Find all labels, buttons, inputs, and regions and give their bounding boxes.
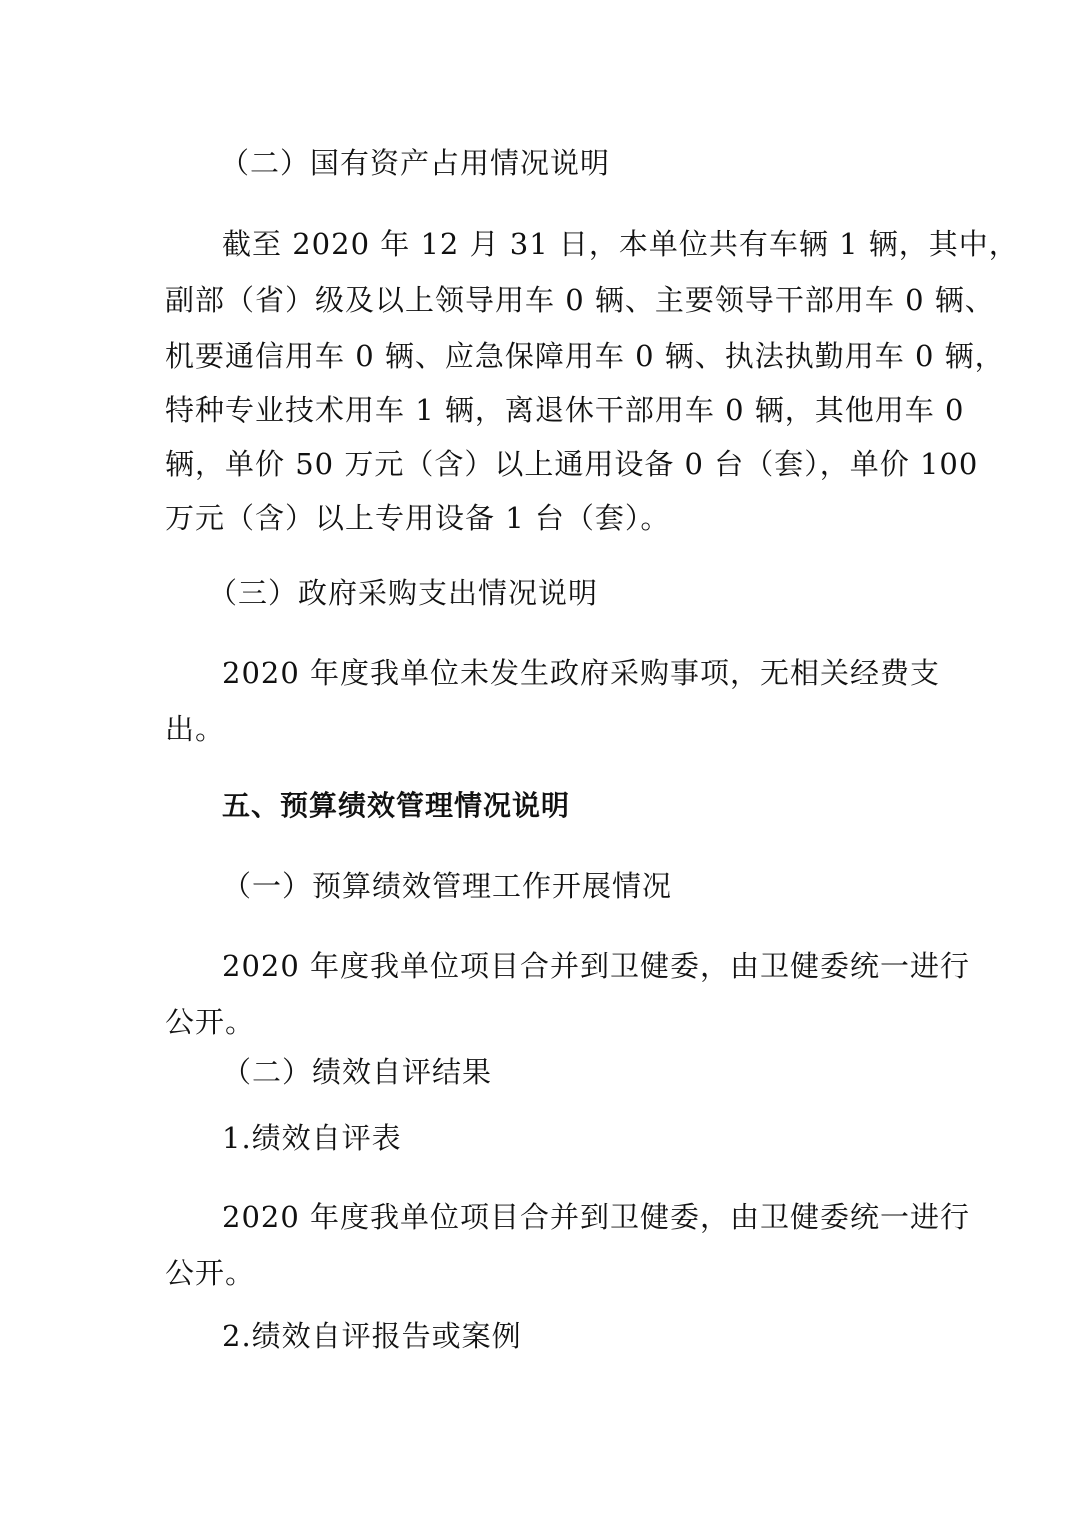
subsection-heading: （二）绩效自评结果: [222, 1055, 493, 1089]
section-heading-performance: 五、预算绩效管理情况说明: [222, 789, 571, 822]
paragraph-line: 公开。: [165, 1005, 256, 1039]
item-heading: 1.绩效自评表: [222, 1121, 402, 1155]
subsection-heading: （一）预算绩效管理工作开展情况: [222, 869, 673, 903]
paragraph-line: 截至 2020 年 12 月 31 日，本单位共有车辆 1 辆，其中，: [222, 227, 1019, 261]
item-heading: 2.绩效自评报告或案例: [222, 1319, 522, 1353]
paragraph-line: 公开。: [165, 1256, 256, 1290]
paragraph-line: 2020 年度我单位未发生政府采购事项，无相关经费支: [222, 656, 941, 690]
paragraph-line: 2020 年度我单位项目合并到卫健委，由卫健委统一进行: [222, 949, 971, 983]
paragraph-line: 万元（含）以上专用设备 1 台（套）。: [165, 501, 671, 535]
paragraph-line: 副部（省）级及以上领导用车 0 辆、主要领导干部用车 0 辆、: [165, 283, 995, 317]
paragraph-line: 特种专业技术用车 1 辆，离退休干部用车 0 辆，其他用车 0: [165, 393, 965, 427]
paragraph-line: 辆，单价 50 万元（含）以上通用设备 0 台（套），单价 100: [165, 447, 979, 481]
section-heading-assets: （二）国有资产占用情况说明: [220, 146, 611, 180]
paragraph-line: 2020 年度我单位项目合并到卫健委，由卫健委统一进行: [222, 1200, 971, 1234]
paragraph-line: 出。: [165, 712, 226, 746]
section-heading-procurement: （三）政府采购支出情况说明: [208, 576, 599, 610]
paragraph-line: 机要通信用车 0 辆、应急保障用车 0 辆、执法执勤用车 0 辆，: [165, 339, 1005, 373]
